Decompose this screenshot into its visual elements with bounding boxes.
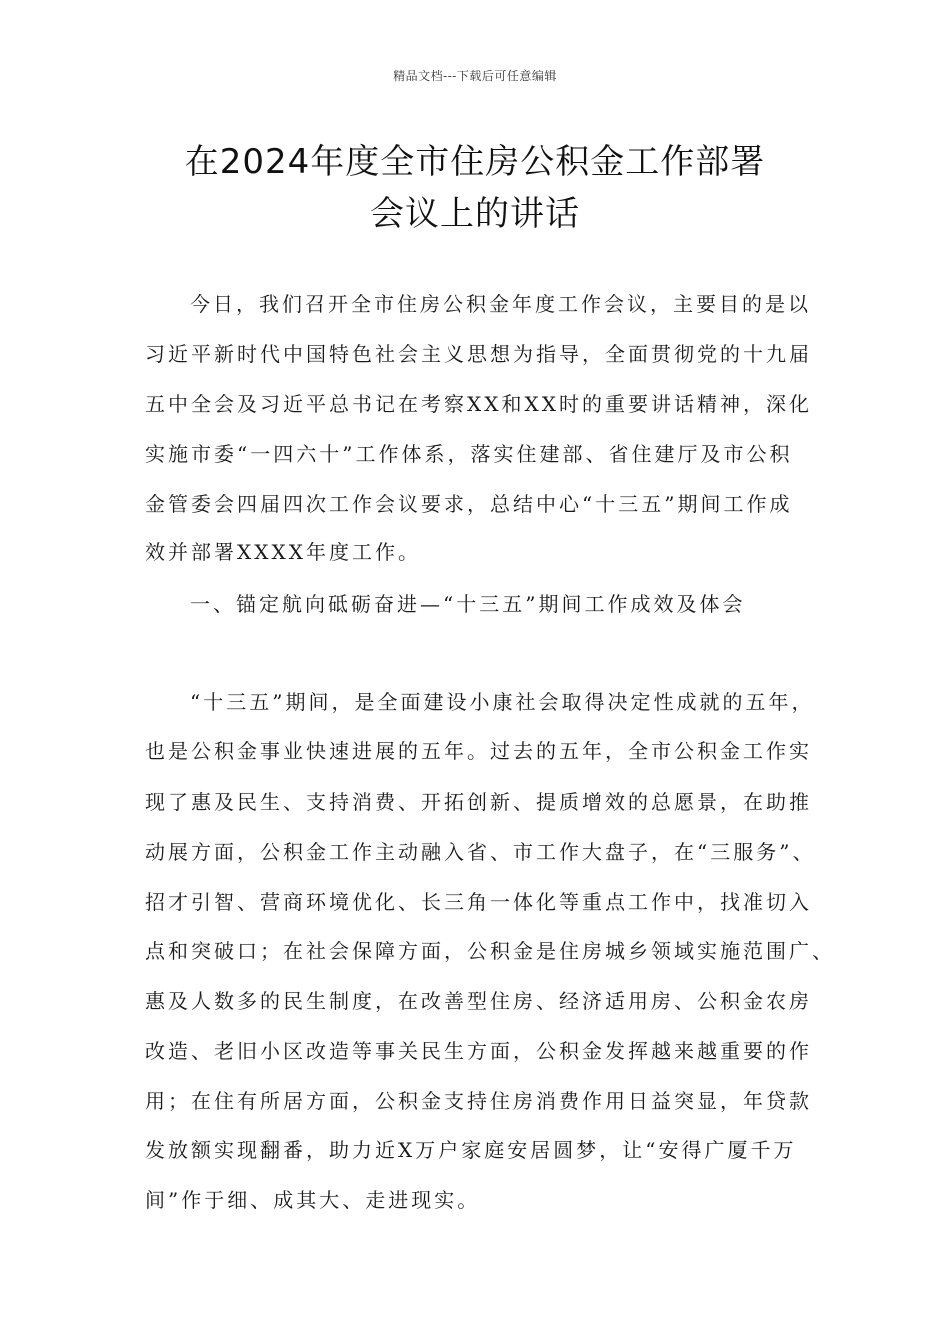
header-note: 精品文档---下载后可任意编辑 — [393, 69, 557, 83]
paragraph1-line: 金管委会四届四次工作会议要求，总结中心“十三五”期间工作成 — [145, 492, 793, 516]
paragraph2-line: 点和突破口；在社会保障方面，公积金是住房城乡领域实施范围广、 — [145, 939, 835, 963]
paragraph2-line: 用；在住有所居方面，公积金支持住房消费作用日益突显，年贷款 — [145, 1089, 812, 1113]
section-heading: 一、锚定航向砥砺奋进—“十三五”期间工作成效及体会 — [190, 592, 746, 616]
paragraph2-line: 招才引智、营商环境优化、长三角一体化等重点工作中，找准切入 — [145, 890, 812, 914]
title-line-1: 在2024年度全市住房公积金工作部署 — [184, 142, 766, 182]
paragraph2-line: 改造、老旧小区改造等事关民生方面，公积金发挥越来越重要的作 — [145, 1039, 812, 1063]
paragraph2-line: 发放额实现翻番，助力近X万户家庭安居圆梦，让“安得广厦千万 — [145, 1138, 797, 1162]
paragraph2-line: 间”作于细、成其大、走进现实。 — [145, 1188, 481, 1212]
paragraph1-line: 实施市委“一四六十”工作体系，落实住建部、省住建厅及市公积 — [145, 442, 793, 466]
paragraph2-line: 动展方面，公积金工作主动融入省、市工作大盘子，在“三服务”、 — [145, 840, 816, 864]
paragraph1-line: 效并部署XXXX年度工作。 — [145, 540, 421, 564]
paragraph2-line: “十三五”期间，是全面建设小康社会取得决定性成就的五年， — [190, 690, 815, 714]
paragraph1-line: 五中全会及习近平总书记在考察XX和XX时的重要讲话精神，深化 — [145, 392, 812, 416]
paragraph1-line: 今日，我们召开全市住房公积金年度工作会议，主要目的是以 — [190, 292, 811, 316]
paragraph2-line: 惠及人数多的民生制度，在改善型住房、经济适用房、公积金农房 — [145, 989, 812, 1013]
title-line-2: 会议上的讲话 — [370, 194, 580, 234]
paragraph2-line: 也是公积金事业快速进展的五年。过去的五年，全市公积金工作实 — [145, 739, 812, 763]
paragraph2-line: 现了惠及民生、支持消费、开拓创新、提质增效的总愿景，在助推 — [145, 790, 812, 814]
paragraph1-line: 习近平新时代中国特色社会主义思想为指导，全面贯彻党的十九届 — [145, 342, 812, 366]
